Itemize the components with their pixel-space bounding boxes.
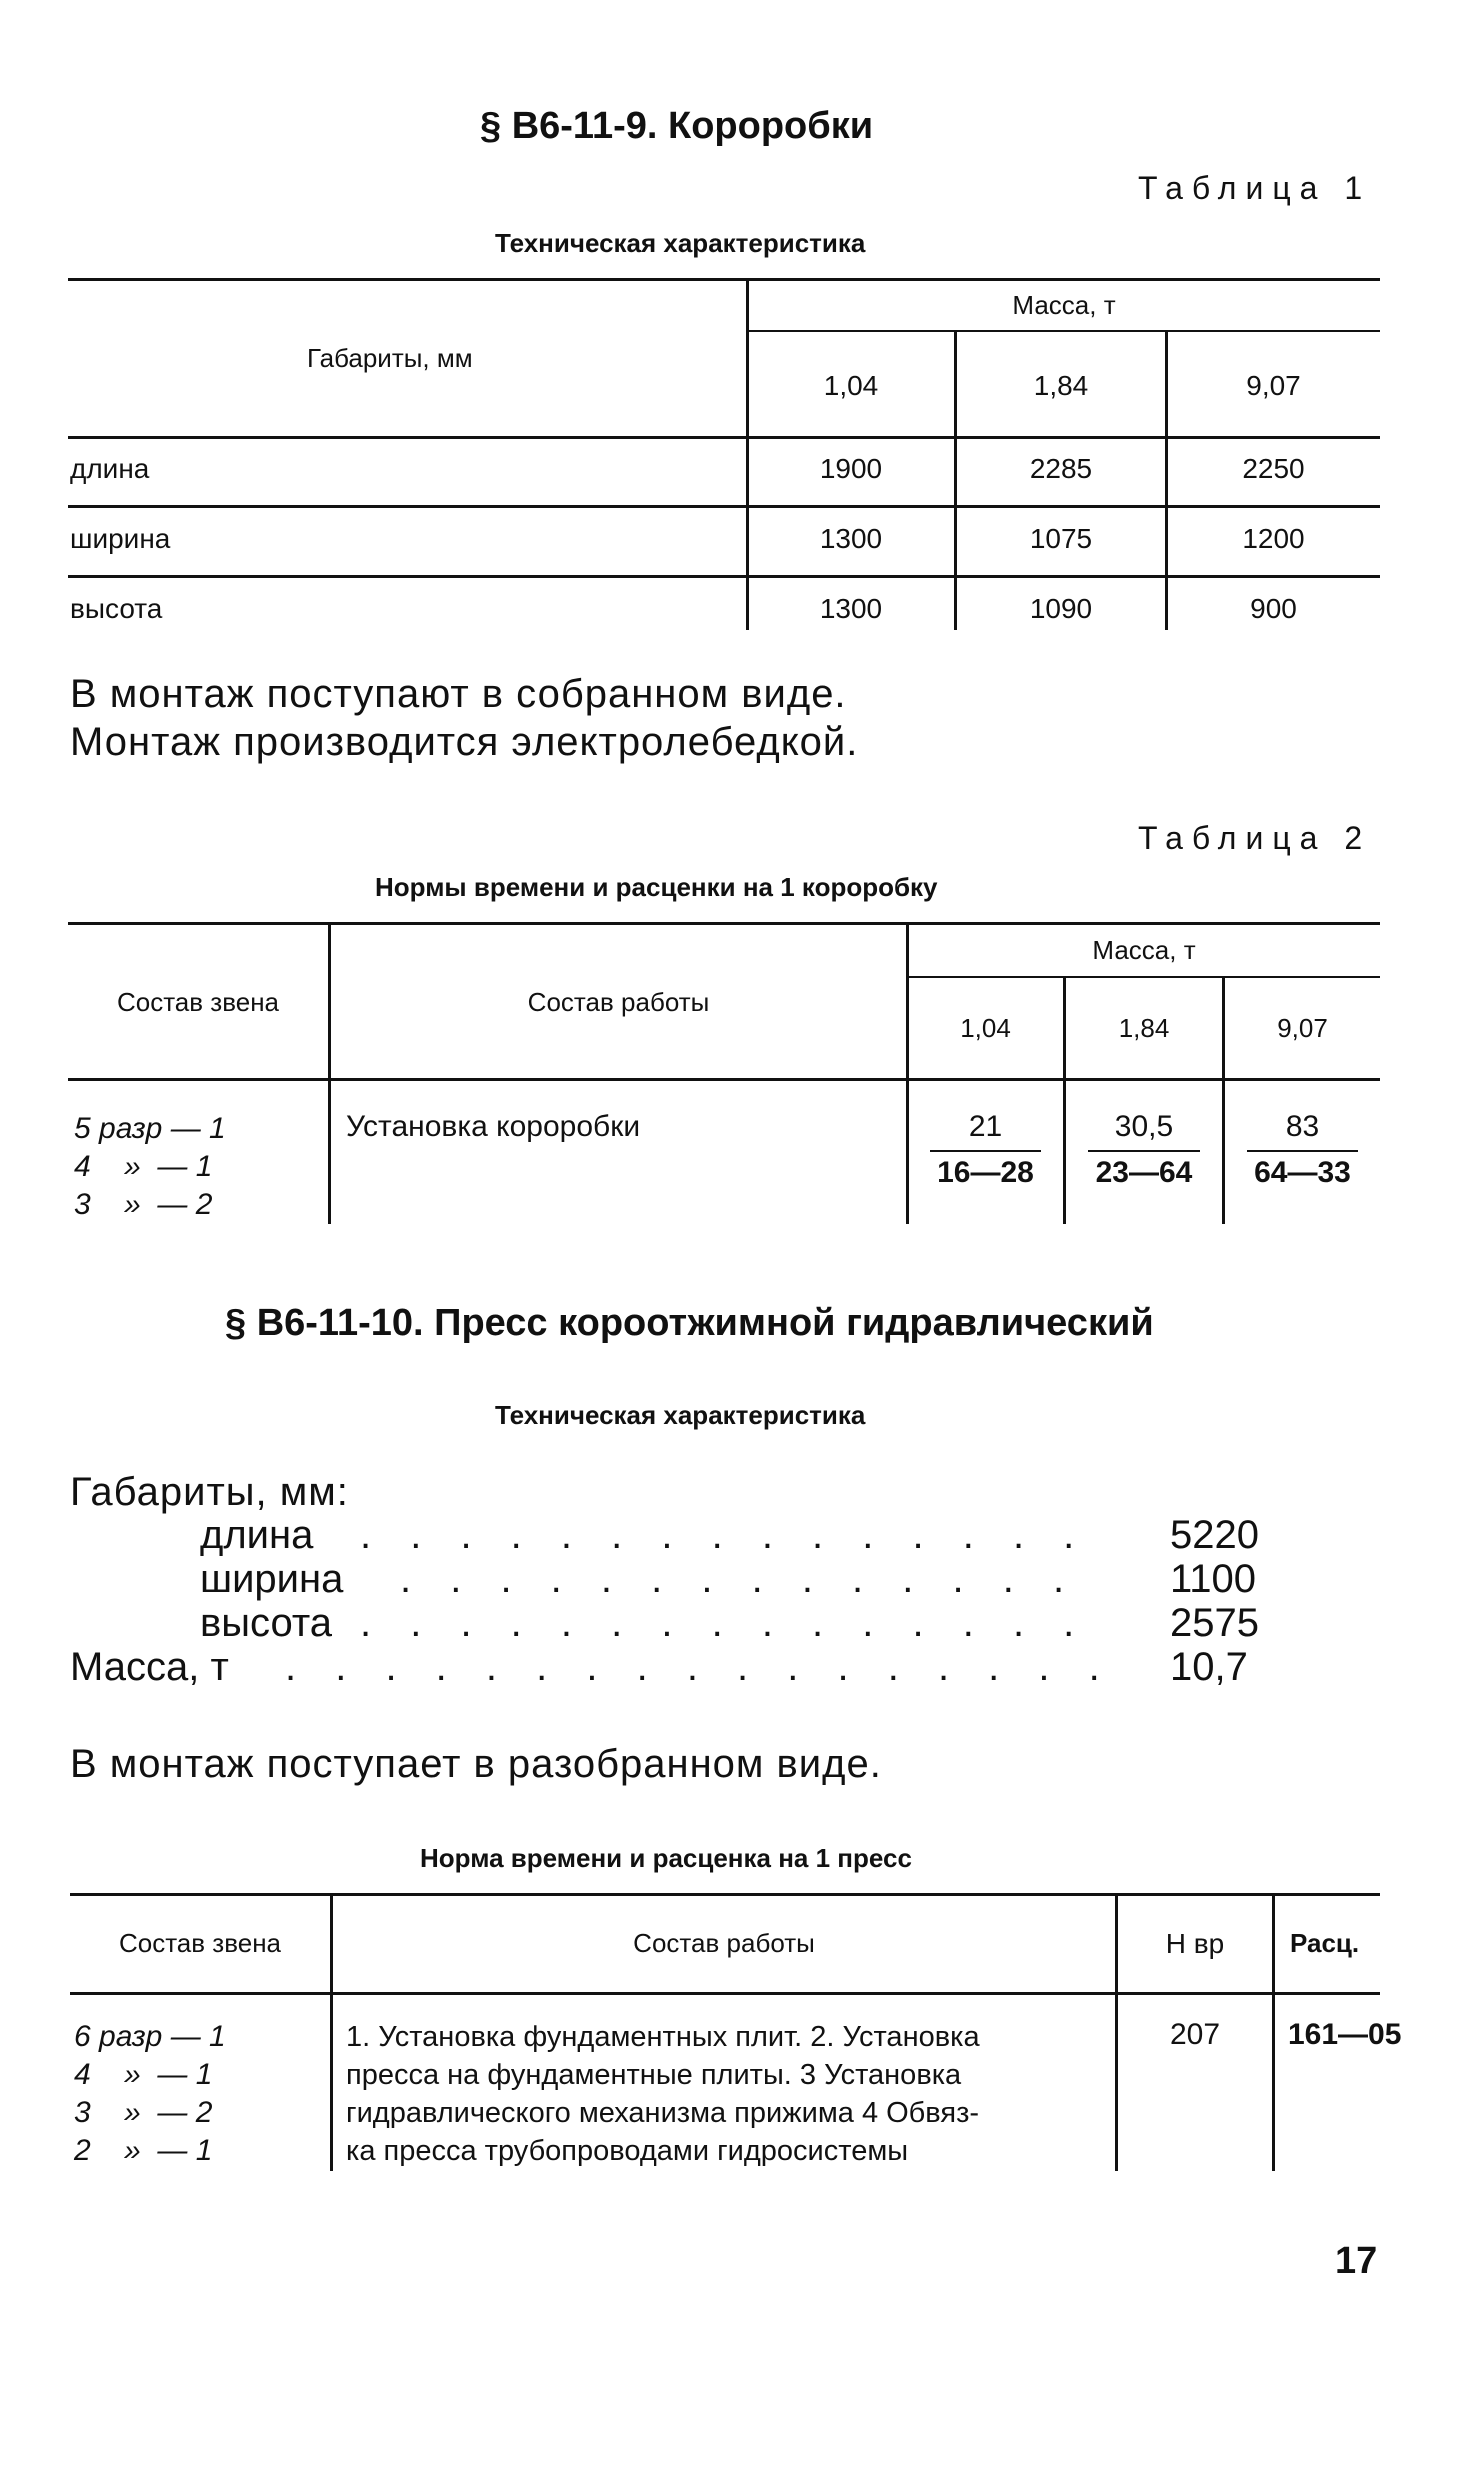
crew-line: 5 разр — 1 [74,1112,226,1145]
table3-nvr: 207 [1169,2018,1221,2051]
spec-name: высота [200,1601,332,1645]
table1-cell: 1090 [1029,593,1093,624]
table3-col3-header: Н вр [1165,1928,1225,1959]
crew-line: 2 » — 1 [74,2134,213,2167]
table1-group-header: Масса, т [1012,290,1116,320]
work-line: 1. Установка фундаментных плит. 2. Установка [346,2021,980,2053]
table1-row-name: высота [70,593,163,624]
table1-cell: 1300 [819,523,883,554]
crew-line: 3 » — 2 [74,1188,213,1221]
table3-rate: 161—05 [1288,2018,1402,2051]
table2-work: Установка короробки [346,1110,641,1143]
table1-mass-col: 1,04 [823,370,879,401]
table2-mass-col: 1,84 [1118,1013,1170,1043]
table3-caption: Норма времени и расценка на 1 пресс [420,1843,912,1873]
table1-caption: Техническая характеристика [495,228,866,258]
crew-line: 6 разр — 1 [74,2020,226,2053]
table1-cell: 1900 [819,453,883,484]
spec-value: 5220 [1170,1513,1259,1557]
crew-line: 4 » — 1 [74,2058,213,2091]
table1-mass-col: 9,07 [1246,370,1301,401]
note-assembled: В монтаж поступают в собранном виде. [70,672,847,716]
table1-cell: 1300 [819,593,883,624]
spec-name: ширина [200,1557,344,1601]
table1-cell: 2250 [1242,453,1305,484]
section2-title: § В6-11-10. Пресс короотжимной гидравлический [225,1302,1154,1344]
norm-time: 21 [968,1110,1003,1143]
table1-cell: 2285 [1029,453,1093,484]
norm-time: 30,5 [1114,1110,1174,1143]
work-line: ка пресса трубопроводами гидросистемы [346,2135,909,2167]
table2-mass-col: 9,07 [1277,1013,1328,1043]
spec-name: длина [200,1513,314,1557]
table1-mass-col: 1,84 [1033,370,1089,401]
page-number: 17 [1335,2240,1378,2282]
section2-caption: Техническая характеристика [495,1400,866,1430]
crew-line: 4 » — 1 [74,1150,213,1183]
table1-row-name: длина [70,453,150,484]
table2-group-header: Масса, т [1092,935,1196,965]
table1-row-name: ширина [70,523,171,554]
norm-rate: 64—33 [1254,1156,1351,1189]
norm-rate: 16—28 [937,1156,1034,1189]
table1-cell: 1200 [1242,523,1305,554]
norm-rate: 23—64 [1095,1156,1193,1189]
table2-mass-col: 1,04 [960,1013,1011,1043]
table2-label: Таблица 2 [1138,820,1372,856]
spec-value: 1100 [1170,1557,1257,1601]
spec-value: 2575 [1170,1601,1259,1645]
mass-label: Масса, т [70,1645,229,1689]
dims-label: Габариты, мм: [70,1470,349,1514]
table1-col-header: Габариты, мм [307,343,473,373]
mass-value: 10,7 [1170,1645,1248,1689]
work-line: пресса на фундаментные плиты. 3 Установка [346,2059,962,2091]
table3-col4-header: Расц. [1290,1928,1360,1958]
norm-time: 83 [1285,1110,1320,1143]
note-disassembled: В монтаж поступает в разобранном виде. [70,1742,882,1786]
table1-cell: 1075 [1029,523,1093,554]
section1-title: § В6-11-9. Короробки [480,105,874,147]
table1-label: Таблица 1 [1138,170,1372,206]
note-winch: Монтаж производится электролебедкой. [70,720,859,764]
work-line: гидравлического механизма прижима 4 Обвяз- [346,2097,980,2129]
table2-caption: Нормы времени и расценки на 1 короробку [375,872,938,902]
table1-cell: 900 [1250,593,1297,624]
table3-col1-header: Состав звена [118,1928,282,1958]
table3-col2-header: Состав работы [633,1928,815,1958]
table2-col2-header: Состав работы [527,987,710,1017]
crew-line: 3 » — 2 [74,2096,213,2129]
table2-col1-header: Состав звена [116,987,280,1017]
